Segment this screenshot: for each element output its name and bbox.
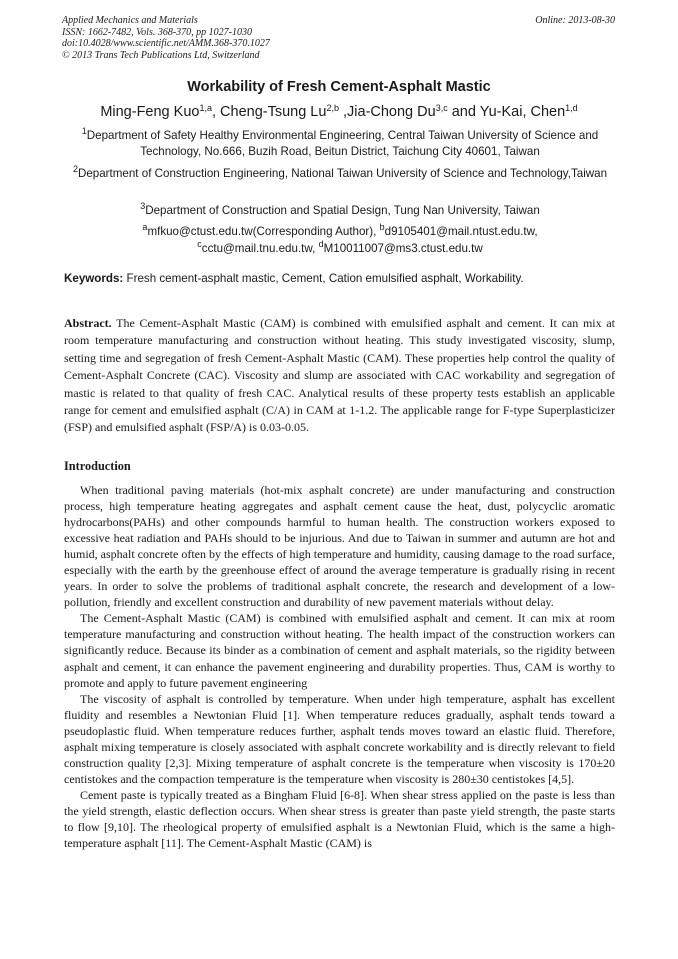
- affiliation-2: [60, 166, 620, 182]
- journal-name: Applied Mechanics and Materials: [62, 15, 198, 26]
- abstract-label: Abstract.: [64, 316, 112, 330]
- author-name: Jia-Chong Du: [347, 104, 436, 120]
- paragraph: When traditional paving materials (hot-mix asphalt concrete) are under manufacturing and construction process, high temperature heating aggregates and asphalt cement cause the heat, dust, polycyclic aromatic hydrocarbons(PAHs) and other compounds harmful to human health. The construction workers exposed to excessive heat radiation and PAHs should to be injurious. And due to Taiwan in summer and autumn are hot and humid, asphalt concrete often by the effects of high temperature and humidity, causing damage to the road surface, especially with the earth by the greenhouse effect of around the average temperature is gradually rising in recent years. In order to solve the problems of traditional asphalt concrete, the research and development of a low-pollution, friendly and excellent construction and durability of new pavement materials without delay.: [64, 483, 615, 610]
- author-list: [0, 104, 678, 120]
- affiliation-sup: 1: [81, 126, 87, 136]
- author-sep: ,: [338, 104, 348, 120]
- author-name: Yu-Kai, Chen: [479, 104, 566, 120]
- keywords-text: Fresh cement-asphalt mastic, Cement, Cation emulsified asphalt, Workability.: [123, 272, 524, 285]
- affiliation-text: Department of Construction Engineering, National Taiwan University of Science and Technology,Taiwan: [77, 167, 608, 180]
- affiliation-text: Department of Safety Healthy Environmental Engineering, Central Taiwan University of Science and Technology, No.666, Buzih Road, Beitun District, Taichung City 40601, Taiwan: [86, 129, 599, 158]
- journal-copyright: © 2013 Trans Tech Publications Ltd, Switzerland: [62, 49, 260, 61]
- affiliation-sup: 3: [140, 201, 146, 211]
- email-sup: b: [379, 222, 385, 232]
- author-sup: 1,a: [199, 103, 212, 113]
- email-text: cctu@mail.tnu.edu.tw,: [201, 242, 319, 255]
- affiliation-sup: 2: [72, 164, 78, 174]
- affiliation-text: Department of Construction and Spatial Design, Tung Nan University, Taiwan: [145, 204, 540, 217]
- author-sep: and: [447, 104, 480, 120]
- keywords: [64, 272, 616, 285]
- author-sup: 2,b: [326, 103, 339, 113]
- paragraph: The Cement-Asphalt Mastic (CAM) is combined with emulsified asphalt and cement. It can mix at room temperature manufacturing and construction without heating. The health impact of the construction workers can significantly reduce. Because its binder as a combination of cement and asphalt materials, so the rigidity between asphalt and cement, it can enhance the pavement engineering and durability properties. Thus, CAM is worthy to promote and apply to future pavement engineering: [64, 611, 615, 690]
- author-sup: 1,d: [565, 103, 578, 113]
- email-sup: c: [197, 239, 202, 249]
- author-sup: 3,c: [435, 103, 448, 113]
- paper-title: Workability of Fresh Cement-Asphalt Mastic: [187, 79, 491, 95]
- online-date: Online: 2013-08-30: [535, 15, 615, 26]
- email-text: M10011007@ms3.ctust.edu.tw: [323, 242, 483, 255]
- journal-doi: doi:10.4028/www.scientific.net/AMM.368-370.1027: [62, 38, 270, 50]
- email-text: mfkuo@ctust.edu.tw(Corresponding Author),: [147, 225, 380, 238]
- journal-issn: ISSN: 1662-7482, Vols. 368-370, pp 1027-1030: [62, 26, 252, 38]
- email-sup: a: [142, 222, 148, 232]
- email-line-1: [60, 223, 620, 240]
- introduction-body: [64, 482, 615, 851]
- email-sup: d: [318, 239, 324, 249]
- author-sep: ,: [211, 104, 221, 120]
- keywords-label: Keywords:: [64, 272, 124, 285]
- author-name: Ming-Feng Kuo: [100, 104, 200, 120]
- author-name: Cheng-Tsung Lu: [220, 104, 327, 120]
- email-line-2: [60, 240, 620, 257]
- journal-info: [62, 15, 362, 61]
- section-heading: Introduction: [64, 459, 131, 473]
- paragraph: The viscosity of asphalt is controlled by temperature. When under high temperature, asphalt has excellent fluidity and resembles a Newtonian Fluid [1]. When temperature reduces gradually, asphalt tends toward a pseudoplastic fluid. When temperature reduces further, asphalt tends moves toward an elastic fluid. Therefore, asphalt mixing temperature is closely associated with asphalt concrete workability and is directly relevant to field construction quality [2,3]. Mixing temperature of asphalt concrete is the temperature when viscosity is 170±20 centistokes and the compaction temperature is the temperature when viscosity is 280±30 centistokes [4,5].: [64, 691, 615, 786]
- email-text: d9105401@mail.ntust.edu.tw,: [384, 225, 538, 238]
- abstract-text: The Cement-Asphalt Mastic (CAM) is combined with emulsified asphalt and cement. It can mix at room temperature manufacturing and construction without heating. This study investigated viscosity, slump, setting time and segregation of fresh Cement-Asphalt Mastic (CAM). These properties help control the quality of Cement-Asphalt Concrete (CAC). Viscosity and slump are associated with CAC workability and segregation of mastic is related to that quality of fresh CAC. Analytical results of these property tests establish an applicable range for cement and emulsified asphalt (C/A) in CAM at 1-1.2. The applicable range for F-type Superplasticizer (FSP) and emulsified asphalt (FSP/A) is 0.03-0.05.: [64, 316, 615, 435]
- abstract: [64, 315, 615, 437]
- affiliation-3: [60, 203, 620, 219]
- paragraph: Cement paste is typically treated as a Bingham Fluid [6-8]. When shear stress applied on the paste is less than the yield strength, elastic deflection occurs. When shear stress is greater than paste yield strength, the paste starts to flow [9,10]. The rheological property of emulsified asphalt is a Newtonian Fluid, which is the same a high-temperature asphalt [11]. The Cement-Asphalt Mastic (CAM) is: [64, 787, 615, 851]
- affiliation-1: [60, 128, 620, 160]
